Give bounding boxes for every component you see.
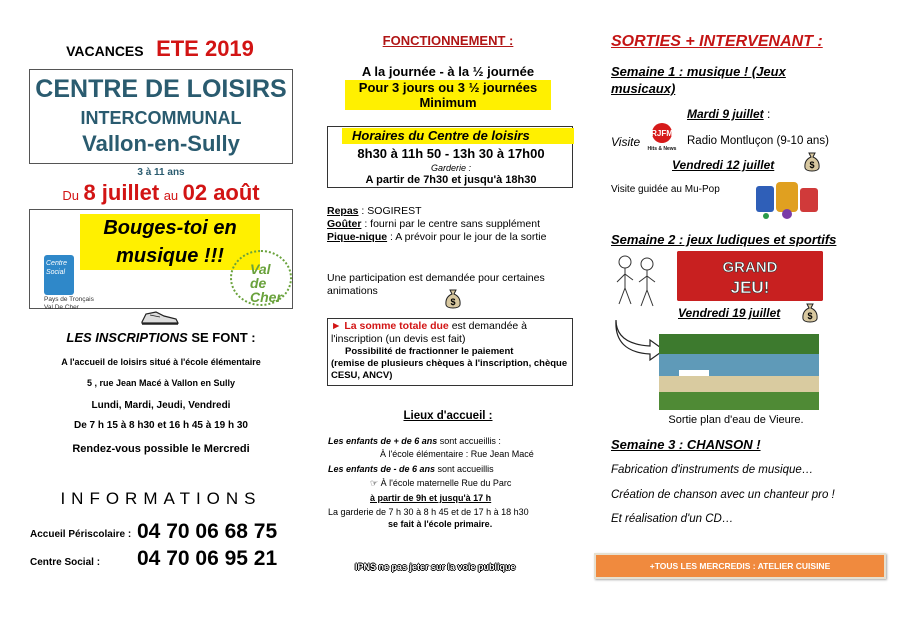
atelier-cuisine-banner: +TOUS LES MERCREDIS : ATELIER CUISINE: [594, 553, 886, 579]
svg-text:$: $: [807, 311, 813, 321]
opening-days: Lundi, Mardi, Jeudi, Vendredi: [91, 400, 231, 411]
inscriptions-title-b: SE FONT :: [187, 330, 256, 345]
minimum-days-line-2: Minimum: [419, 95, 477, 110]
rjfm-logo: [645, 122, 679, 152]
sorties-title: SORTIES + INTERVENANT :: [611, 33, 823, 50]
gouter-value: : fourni par le centre sans supplément: [361, 218, 541, 230]
lieu-line-4: [370, 477, 511, 489]
header-title: [40, 36, 280, 62]
date-start: 8 juillet: [83, 180, 160, 205]
phone-2: 04 70 06 95 21: [137, 547, 278, 570]
lieux-title: Lieux d'accueil :: [403, 410, 493, 422]
garderie-value: A partir de 7h30 et jusqu'à 18h30: [365, 174, 537, 186]
vendredi-12-date: Vendredi 12 juillet: [672, 158, 775, 172]
theme-line-2: musique !!!: [116, 245, 224, 267]
money-bag-icon: [802, 150, 822, 172]
horaires-title: Horaires du Centre de loisirs: [342, 128, 574, 144]
theme-line-1: Bouges-toi en: [103, 217, 237, 239]
mupop-label: Visite guidée au Mu-Pop: [611, 184, 720, 195]
age-range: 3 à 11 ans: [137, 167, 185, 178]
opening-hours: De 7 h 15 à 8 h30 et 16 h 45 à 19 h 30: [74, 420, 248, 431]
piquenique-line: [327, 231, 567, 244]
center-line-2: INTERCOMMUNAL: [80, 108, 242, 128]
date-end: 02 août: [182, 180, 260, 205]
lieu-1-rest: sont accueillis :: [437, 436, 501, 446]
visite-label: Visite: [611, 135, 641, 149]
fonctionnement-title: FONCTIONNEMENT :: [382, 33, 514, 48]
vendredi-19-date: Vendredi 19 juillet: [678, 306, 781, 320]
lieu-line-7: se fait à l'école primaire.: [388, 519, 493, 529]
semaine-3-line-3: Et réalisation d'un CD…: [611, 513, 734, 525]
somme-totale-rest: est demandée à l'inscription (un devis est fait): [331, 320, 528, 345]
pays-tronçais-label: [44, 296, 94, 312]
gouter-line: [327, 218, 540, 231]
radio-label: Radio Montluçon (9-10 ans): [687, 135, 829, 147]
mardi-date: Mardi 9 juillet: [687, 107, 764, 121]
inscriptions-title-a: LES INSCRIPTIONS: [66, 330, 188, 345]
wednesday-note: Rendez-vous possible le Mercredi: [72, 443, 250, 455]
rjfm-logo-text: RJFM: [651, 129, 673, 138]
ipns-notice: IPNS ne pas jeter sur la voie publique: [355, 562, 516, 572]
lieu-line-6: La garderie de 7 h 30 à 8 h 45 et de 17 h à 18 h30: [328, 507, 529, 517]
piquenique-value: : A prévoir pour le jour de la sortie: [387, 231, 547, 243]
phone-1-label: Accueil Périscolaire :: [30, 529, 132, 540]
grand-jeu-line-2: JEU!: [730, 278, 770, 297]
horaires-box: [327, 126, 573, 188]
lieu-4-text: À l'école maternelle Rue du Parc: [380, 478, 512, 488]
payment-text: [331, 320, 569, 346]
centre-social-logo: Centre Social: [44, 255, 74, 295]
theme-highlight: [80, 214, 260, 270]
lieu-line-1: [328, 435, 501, 447]
phone-1: 04 70 06 68 75: [137, 520, 278, 543]
sneaker-icon: [140, 308, 180, 326]
address-line-1: A l'accueil de loisirs situé à l'école élémentaire: [61, 357, 261, 367]
garderie-label: Garderie :: [430, 163, 472, 173]
semaine-2-title: Semaine 2 : jeux ludiques et sportifs: [611, 232, 837, 247]
lake-caption: Sortie plan d'eau de Vieure.: [668, 414, 804, 426]
svg-text:$: $: [450, 297, 456, 307]
center-line-1: CENTRE DE LOISIRS: [35, 75, 287, 103]
playing-kids-image: [611, 252, 661, 310]
piquenique-label: Pique-nique: [327, 231, 388, 243]
center-line-3: Vallon-en-Sully: [82, 131, 240, 156]
lieu-line-5: à partir de 9h et jusqu'à 17 h: [370, 493, 492, 503]
lieu-line-3: [328, 463, 494, 475]
repas-label: Repas: [327, 205, 359, 217]
cheques-line: (remise de plusieurs chèques à l'inscription, chèque CESU, ANCV): [331, 358, 568, 381]
semaine-3-title: Semaine 3 : CHANSON !: [611, 437, 761, 452]
pays-line-1: Pays de Tronçais: [44, 296, 94, 303]
date-du: Du: [62, 188, 79, 203]
val-de-cher-logo: [230, 250, 292, 306]
arrow-bullet-icon: ►: [331, 320, 342, 332]
semaine-3-line-2: Création de chanson avec un chanteur pro !: [611, 489, 835, 501]
val-de-cher-logo-text: Val de Cher: [250, 261, 282, 305]
music-instruments-image: [752, 178, 822, 220]
semaine-1-title: Semaine 1 : musique ! (Jeux musicaux): [611, 64, 786, 96]
svg-text:$: $: [809, 160, 815, 170]
informations-title: INFORMATIONS: [60, 489, 262, 508]
date-range: [29, 180, 293, 206]
pointing-hand-icon: ☞: [370, 478, 379, 488]
mardi-line: [687, 107, 770, 121]
payment-box: [327, 318, 573, 386]
center-name-box: [29, 69, 293, 164]
inscriptions-title: [29, 330, 293, 345]
address-line-2: 5 , rue Jean Macé à Vallon en Sully: [86, 378, 236, 388]
money-bag-icon: [800, 301, 820, 323]
repas-line: [327, 205, 422, 218]
date-au: au: [163, 188, 179, 203]
lieu-3-age: Les enfants de - de 6 ans: [328, 464, 436, 474]
money-bag-icon: [443, 287, 463, 309]
semaine-3-line-1: Fabrication d'instruments de musique…: [611, 464, 814, 476]
phone-2-label: Centre Social :: [30, 557, 101, 568]
rjfm-logo-sub: Hits & News: [647, 146, 677, 152]
ete-label: ETE 2019: [156, 36, 254, 61]
grand-jeu-line-1: GRAND: [722, 259, 778, 276]
fractionner-line: Possibilité de fractionner le paiement: [345, 346, 514, 357]
repas-value: : SOGIREST: [358, 205, 422, 217]
minimum-days-line-1: Pour 3 jours ou 3 ½ journées: [358, 80, 538, 95]
participation-note: Une participation est demandée pour certaines animations: [327, 272, 545, 297]
grand-jeu-banner: [677, 251, 823, 301]
theme-box: [29, 209, 293, 309]
horaires-times: 8h30 à 11h 50 - 13h 30 à 17h00: [357, 146, 545, 161]
gouter-label: Goûter: [327, 218, 362, 230]
lieu-line-2: À l'école élémentaire : Rue Jean Macé: [380, 449, 534, 459]
lieu-1-age: Les enfants de + de 6 ans: [328, 436, 438, 446]
lake-photo: [659, 334, 819, 410]
mardi-colon: :: [763, 107, 771, 121]
journee-line: A la journée - à la ½ journée: [361, 64, 535, 79]
somme-totale-label: La somme totale due: [344, 320, 449, 332]
vacances-label: VACANCES: [66, 43, 144, 59]
pays-line-2: Val De Cher: [44, 304, 79, 311]
lieu-3-rest: sont accueillis: [435, 464, 494, 474]
minimum-days-highlight: [345, 80, 551, 110]
